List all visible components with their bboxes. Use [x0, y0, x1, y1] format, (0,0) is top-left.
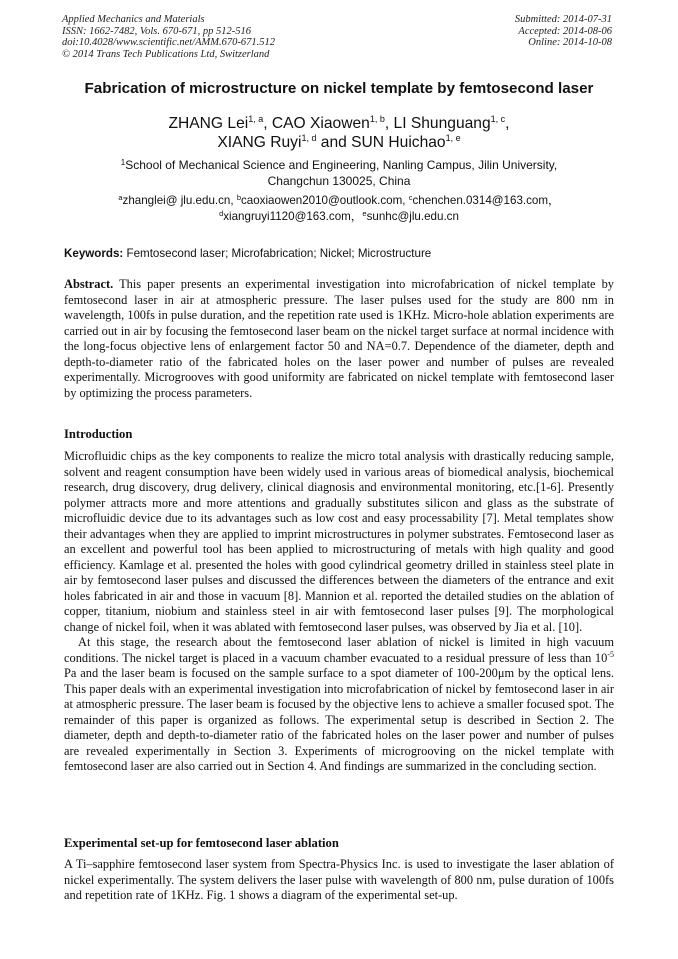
affiliation: [30, 158, 648, 189]
author-name: XIANG Ruyi: [217, 134, 302, 151]
abstract-text: This paper presents an experimental investigation into microfabrication of nickel template by femtosecond laser in air at atmospheric pressure. The laser pulses used for the study are 800 nm in wavelength, 100fs in pulse duration, and the repetition rate used is 1KHz. Micro-hole ablation experiments are carried out in air by focusing the femtosecond laser beam on the nickel target surface at normal incidence with the long-focus objective lens of enlargement factor 50 and NA=0.7. Dependence of the diameter, depth and depth-to-diameter ratio of the fabricated holes on the laser power and number of pulses are revealed experimentally. Microgrooves with good uniformity are fabricated on nickel template with femtosecond laser by optimizing the process parameters.: [64, 277, 614, 400]
email-sup: a: [118, 193, 123, 202]
author-sup: 1, d: [301, 133, 317, 143]
journal-header: [62, 14, 392, 60]
section-heading-experimental: Experimental set-up for femtosecond laser ablation: [64, 836, 339, 850]
affiliation-sup: 1: [120, 158, 126, 167]
author-name: , CAO Xiaowen: [263, 115, 370, 132]
email-sup: d: [219, 208, 224, 218]
exponent: -5: [607, 649, 614, 659]
abstract: [64, 277, 614, 401]
author-name: , LI Shunguang: [384, 115, 491, 132]
date-submitted: Submitted: 2014-07-31: [514, 14, 612, 25]
email-link[interactable]: sunhc@jlu.edu.cn: [366, 209, 459, 223]
author-sup: 1, c: [490, 114, 506, 124]
journal-issn: ISSN: 1662-7482, Vols. 670-671, pp 512-516: [62, 25, 251, 37]
paragraph: Microfluidic chips as the key components to realize the micro total analysis with drastically reducing sample, solvent and reagent consumption have been widely used in various areas of biomedical analysis, biochemical research, drug discovery, drug delivery, clinical diagnosis and environmental monitoring, etc.[1-6]. Presently polymer attracts more and more attentions and gradually substitutes silicon and glass as the substrate of microfluidic device due to its advantages such as low cost and easy processability [7]. Metal templates show their advantages when they are applied to imprint microstructures in polymer substrates. Femtosecond laser as an excellent and powerful tool has been applied to microstructuring of metals with high quality and good efficiency. Kamlage et al. presented the holes with good cylindrical geometry drilled in stainless steel plate in air by femtosecond laser pulses and discussed the differences between the diameters of the entrance and exit holes fabricated in air and those in vacuum [8]. Mannion et al. reported the detailed studies on the ablation of copper, titanium, niobium and stainless steel in air with femtosecond laser pulses [9]. The morphological change of nickel foil, when it was ablated with femtosecond laser pulses, was observed by Jia et al. [10].: [64, 449, 614, 634]
experimental-body: [64, 857, 614, 904]
keywords-label: Keywords:: [64, 247, 124, 260]
author-sup: 1, e: [445, 133, 461, 143]
date-online: Online: 2014-10-08: [528, 37, 612, 48]
email-sup: c: [408, 193, 413, 202]
journal-name: Applied Mechanics and Materials: [62, 14, 205, 25]
keywords-text: Femtosecond laser; Microfabrication; Nickel; Microstructure: [123, 247, 432, 260]
paragraph-text: At this stage, the research about the femtosecond laser ablation of nickel is limited in high vacuum conditions. The nickel target is placed in a vacuum chamber evacuated to a residual pressure of less than 10: [64, 635, 614, 665]
author-sup: 1, a: [248, 114, 264, 124]
email-link[interactable]: chenchen.0314@163.com，: [412, 194, 560, 207]
journal-doi[interactable]: doi:10.4028/www.scientific.net/AMM.670-671.512: [62, 37, 275, 48]
keywords: [64, 247, 616, 260]
email-sup: e: [362, 208, 367, 218]
affiliation-line: Changchun 130025, China: [267, 173, 411, 188]
dates-header: [392, 14, 612, 49]
section-heading-introduction: Introduction: [64, 427, 133, 441]
introduction-body: [64, 449, 614, 775]
author-name: ZHANG Lei: [168, 115, 249, 132]
paragraph: [64, 635, 614, 775]
email-link[interactable]: caoxiaowen2010@outlook.com,: [240, 194, 409, 207]
email-list: [30, 193, 648, 224]
paragraph: A Ti–sapphire femtosecond laser system from Spectra-Physics Inc. is used to investigate the laser ablation of nickel experimentally. The system delivers the laser pulse with wavelength of 800 nm, pulse duration of 100fs and repetition rate of 1KHz. Fig. 1 shows a diagram of the experimental set-up.: [64, 857, 614, 902]
paper-title: Fabrication of microstructure on nickel template by femtosecond laser: [84, 80, 594, 97]
author-sup: 1, b: [369, 114, 385, 124]
email-link[interactable]: zhanglei@ jlu.edu.cn,: [122, 194, 237, 207]
journal-copyright: © 2014 Trans Tech Publications Ltd, Switzerland: [62, 48, 270, 60]
date-accepted: Accepted: 2014-08-06: [518, 25, 612, 37]
email-sup: b: [236, 193, 241, 202]
author-name: and SUN Huichao: [316, 134, 446, 151]
abstract-label: Abstract.: [64, 277, 114, 291]
affiliation-line: School of Mechanical Science and Engineering, Nanling Campus, Jilin University,: [125, 158, 558, 172]
author-list: [30, 114, 648, 152]
author-sep: ,: [505, 115, 510, 132]
email-link[interactable]: xiangruyi1120@163.com，: [223, 209, 363, 223]
paragraph-text: Pa and the laser beam is focused on the sample surface to a spot diameter of 100-200μm by the optical lens. This paper deals with an experimental investigation into microfabrication of nickel by femtosecond laser in air at atmospheric pressure. The laser beam is focused by the objective lens to achieve a smaller focused spot. The remainder of this paper is organized as follows. The experimental setup is described in Section 2. The diameter, depth and depth-to-diameter ratio of the fabricated holes on the laser power and number of pulses are revealed experimentally in Section 3. Experiments of microgrooving on the nickel template with femtosecond laser are also carried out in Section 4. And findings are summarized in the concluding section.: [64, 666, 614, 773]
